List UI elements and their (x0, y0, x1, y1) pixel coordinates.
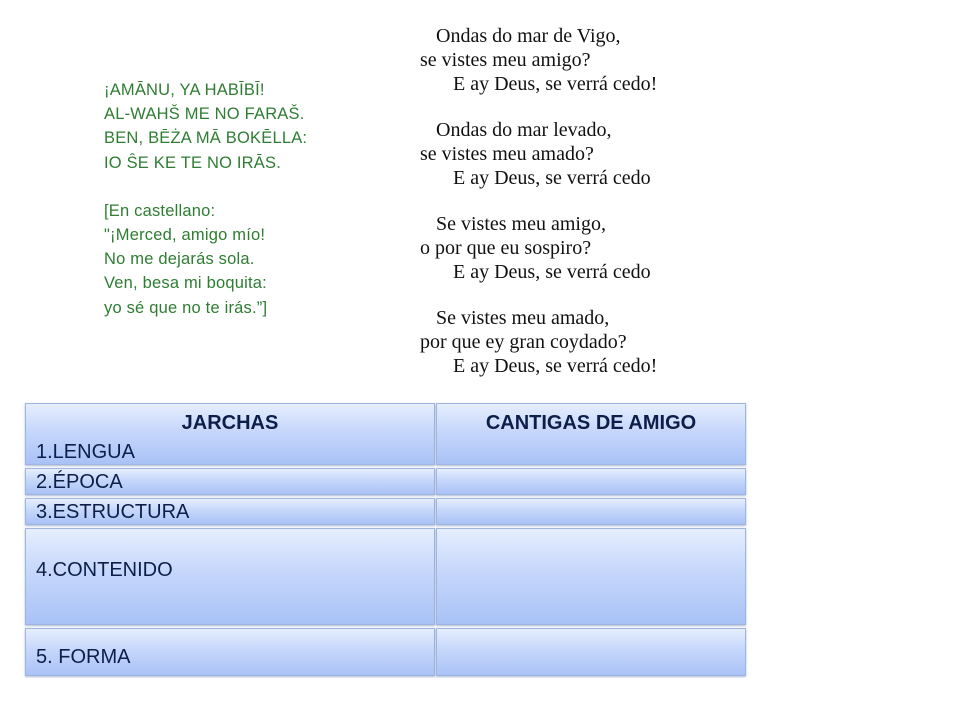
jarcha-text (104, 78, 307, 320)
cantiga-refrain: E ay Deus, se verrá cedo (453, 261, 651, 283)
cantiga-line: se vistes meu amado? (420, 143, 594, 165)
translation-line: yo sé que no te irás.”] (104, 298, 268, 317)
cantiga-line: o por que eu sospiro? (420, 237, 592, 259)
jarcha-line: BEN, BĒŻA MĀ BOKĒLLA: (104, 129, 308, 148)
table-cell-estructura (25, 498, 435, 525)
row-label-estructura: 3.ESTRUCTURA (36, 501, 190, 523)
cantiga-text (420, 24, 657, 400)
table-cell-cantigas-epoca (436, 468, 746, 495)
translation-line: Ven, besa mi boquita: (104, 274, 267, 293)
jarcha-line: AL-WAHŠ ME NO FARAŠ. (104, 105, 305, 124)
table-cell-cantigas-forma (436, 628, 746, 676)
column-header-jarchas: JARCHAS (181, 412, 279, 434)
table-cell-epoca (25, 468, 435, 495)
translation-line: No me dejarás sola. (104, 250, 255, 269)
cantiga-stanza (420, 212, 657, 284)
row-label-contenido: 4.CONTENIDO (36, 559, 173, 581)
table-cell-forma (25, 628, 435, 676)
table-cell-cantigas-contenido (436, 528, 746, 625)
jarcha-line: ¡AMĀNU, YA HABĪBĪ! (104, 81, 265, 99)
row-label-epoca: 2.ÉPOCA (36, 471, 123, 493)
row-label-forma: 5. FORMA (36, 646, 131, 668)
translation-line: [En castellano: (104, 201, 216, 220)
cantiga-line: por que ey gran coydado? (420, 331, 627, 353)
cantiga-refrain: E ay Deus, se verrá cedo! (453, 355, 658, 377)
cantiga-refrain: E ay Deus, se verrá cedo (453, 167, 651, 189)
cantiga-stanza (420, 24, 657, 96)
cantiga-line: Ondas do mar de Vigo, (436, 25, 621, 47)
stanza-gap (104, 175, 307, 199)
table-cell-cantigas-lengua (436, 403, 746, 465)
table-cell-jarchas-lengua (25, 403, 435, 465)
table-cell-cantigas-estructura (436, 498, 746, 525)
table-cell-contenido (25, 528, 435, 625)
cantiga-line: se vistes meu amigo? (420, 49, 591, 71)
cantiga-line: Se vistes meu amigo, (436, 213, 606, 235)
translation-line: "¡Merced, amigo mío! (104, 226, 266, 245)
jarcha-line: IO ŜE KE TE NO IRĀS. (104, 153, 281, 172)
cantiga-stanza (420, 306, 657, 378)
column-header-cantigas: CANTIGAS DE AMIGO (485, 412, 697, 434)
cantiga-refrain: E ay Deus, se verrá cedo! (453, 73, 658, 95)
cantiga-line: Ondas do mar levado, (436, 119, 612, 141)
cantiga-stanza (420, 118, 657, 190)
row-label-lengua: 1.LENGUA (36, 441, 135, 463)
cantiga-line: Se vistes meu amado, (436, 307, 610, 329)
